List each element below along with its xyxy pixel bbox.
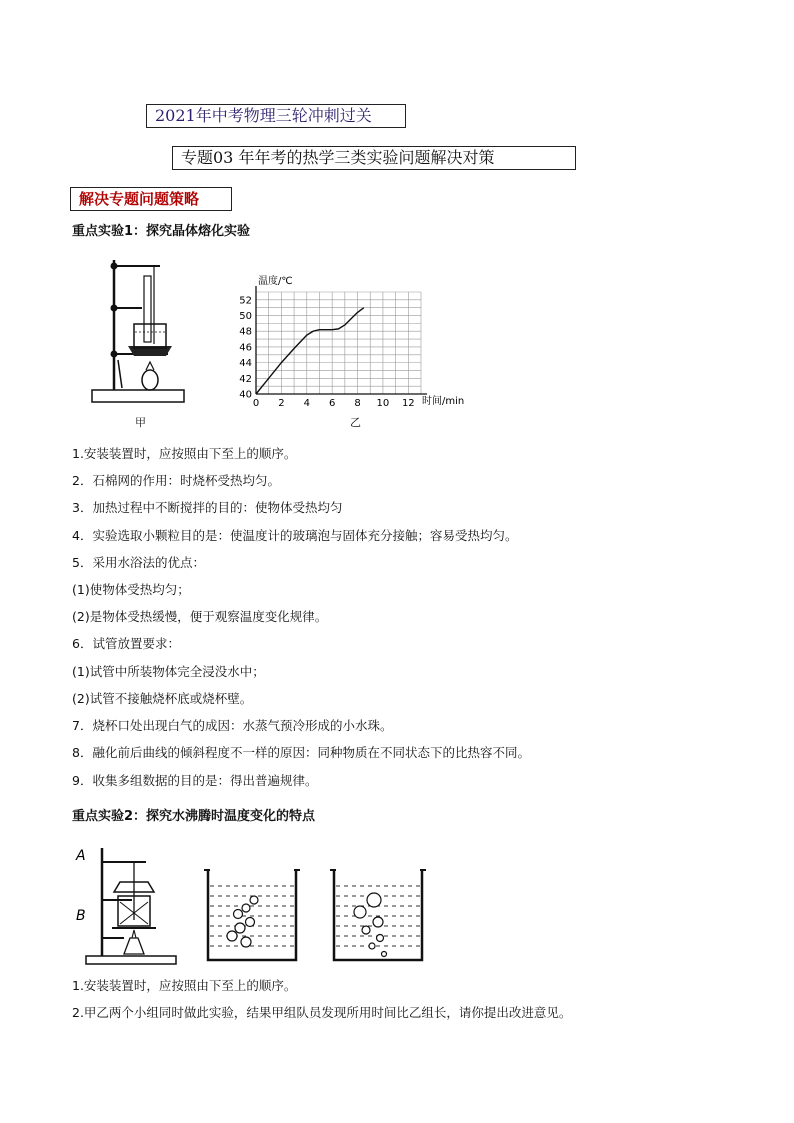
y-tick-label: 40 bbox=[239, 389, 252, 401]
y-tick-label: 52 bbox=[239, 295, 252, 307]
beaker-during-boiling bbox=[328, 866, 428, 966]
exp1-line-6: (1)使物体受热均匀； bbox=[72, 582, 190, 597]
chart-ticks bbox=[239, 295, 414, 409]
y-tick-label: 50 bbox=[239, 311, 252, 323]
y-tick-label: 44 bbox=[239, 358, 252, 370]
exp1-line-5: 5．采用水浴法的优点： bbox=[72, 555, 205, 570]
x-tick-label: 8 bbox=[354, 398, 361, 409]
x-tick-label: 6 bbox=[328, 398, 336, 409]
experiment2-heading: 重点实验2：探究水沸腾时温度变化的特点 bbox=[72, 809, 316, 824]
strategy-heading: 解决专题问题策略 bbox=[70, 187, 232, 211]
chart-xlabel: 时间/min bbox=[422, 396, 465, 407]
boiling-apparatus-figure bbox=[72, 838, 188, 970]
chart-ylabel: 温度/℃ bbox=[258, 276, 293, 287]
exp2-line-2: 2.甲乙两个小组同时做此实验，结果甲组队员发现所用时间比乙组长，请你提出改进意见。 bbox=[72, 1005, 572, 1020]
x-tick-label: 12 bbox=[401, 398, 415, 409]
chart-series bbox=[256, 308, 364, 394]
sub-title: 专题03 年年考的热学三类实验问题解决对策 bbox=[172, 146, 576, 170]
melting-apparatus-figure bbox=[88, 252, 198, 412]
exp1-line-9: (1)试管中所装物体完全浸没水中； bbox=[72, 664, 265, 679]
figure-label-left: 甲 bbox=[135, 416, 146, 429]
main-title: 2021年中考物理三轮冲刺过关 bbox=[146, 104, 406, 128]
stand-label-a: A bbox=[76, 848, 86, 864]
exp1-line-4: 4．实验选取小颗粒目的是：使温度计的玻璃泡与固体充分接触；容易受热均匀。 bbox=[72, 528, 518, 543]
x-tick-label: 4 bbox=[303, 398, 310, 409]
exp2-line-1: 1.安装装置时，应按照由下至上的顺序。 bbox=[72, 978, 297, 993]
temperature-chart bbox=[226, 270, 496, 420]
exp1-line-13: 9．收集多组数据的目的是：得出普遍规律。 bbox=[72, 773, 318, 788]
exp1-line-8: 6．试管放置要求： bbox=[72, 636, 180, 651]
series-line bbox=[256, 308, 364, 394]
stand-label-b: B bbox=[76, 908, 86, 924]
exp1-line-3: 3．加热过程中不断搅拌的目的：使物体受热均匀 bbox=[72, 500, 343, 515]
x-tick-label: 0 bbox=[252, 398, 260, 409]
exp1-line-12: 8．融化前后曲线的倾斜程度不一样的原因：同种物质在不同状态下的比热容不同。 bbox=[72, 745, 530, 760]
y-tick-label: 46 bbox=[239, 342, 252, 354]
exp1-line-10: (2)试管不接触烧杯底或烧杯壁。 bbox=[72, 691, 253, 706]
beaker-before-boiling bbox=[202, 866, 302, 966]
x-tick-label: 2 bbox=[278, 398, 285, 409]
experiment1-heading: 重点实验1：探究晶体熔化实验 bbox=[72, 224, 251, 239]
y-tick-label: 42 bbox=[239, 373, 252, 385]
exp1-line-2: 2．石棉网的作用：时烧杯受热均匀。 bbox=[72, 473, 280, 488]
figure-label-right: 乙 bbox=[350, 416, 361, 429]
exp1-line-7: (2)是物体受热缓慢，便于观察温度变化规律。 bbox=[72, 609, 328, 624]
exp1-line-11: 7．烧杯口处出现白气的成因：水蒸气预冷形成的小水珠。 bbox=[72, 718, 393, 733]
x-tick-label: 10 bbox=[376, 398, 390, 409]
exp1-line-1: 1.安装装置时，应按照由下至上的顺序。 bbox=[72, 446, 297, 461]
chart-grid bbox=[256, 292, 421, 394]
y-tick-label: 48 bbox=[239, 326, 252, 338]
